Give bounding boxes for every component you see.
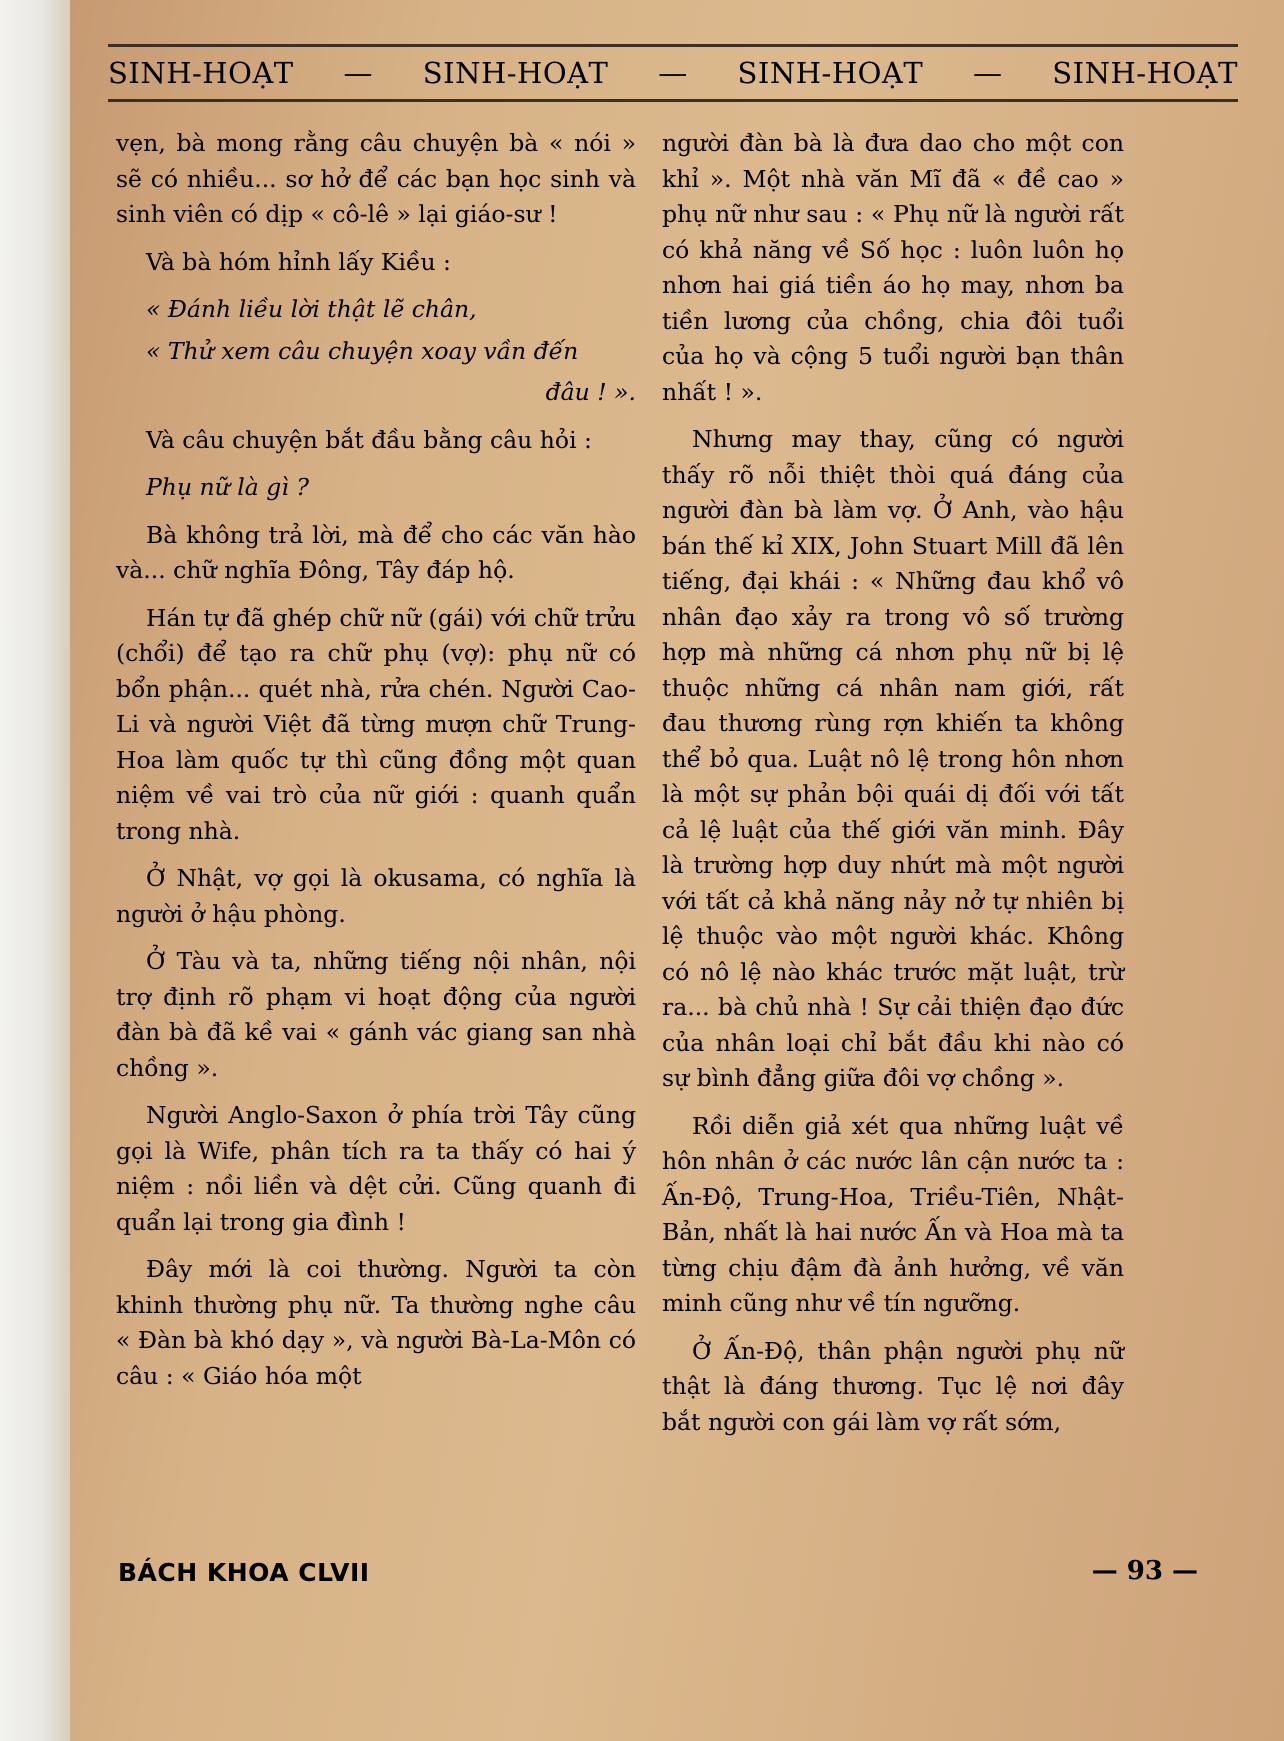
paragraph: Và bà hóm hỉnh lấy Kiều : bbox=[146, 247, 451, 276]
scan-margin bbox=[0, 0, 70, 1741]
paragraph: Hán tự đã ghép chữ nữ (gái) với chữ trửu (chổi) để tạo ra chữ phụ (vợ): phụ nữ có bổn phận... quét nhà, rửa chén. Người Cao-Li và người Việt đã từng mượn chữ Trung-Hoa làm quốc tự thì cũng đồng một quan niệm về vai trò của nữ giới : quanh quẩn trong nhà. bbox=[116, 603, 636, 845]
poem-line: « Đánh liều lời thật lẽ chân, bbox=[146, 295, 477, 323]
paragraph: Rồi diễn giả xét qua những luật về hôn nhân ở các nước lân cận nước ta : Ấn-Độ, Trung-Hoa, Triều-Tiên, Nhật-Bản, nhất là hai nước Ấn và Hoa mà ta từng chịu đậm đà ảnh hưởng, về văn minh cũng như về tín ngưỡng. bbox=[662, 1111, 1124, 1317]
page-number: — 93 — bbox=[1091, 1556, 1198, 1586]
poem-line: « Thử xem câu chuyện xoay vần đến bbox=[146, 336, 579, 365]
right-column bbox=[662, 126, 1124, 1452]
running-header bbox=[108, 44, 1238, 102]
paragraph: Bà không trả lời, mà để cho các văn hào và... chữ nghĩa Đông, Tây đáp hộ. bbox=[116, 520, 636, 584]
paragraph: Ở Ấn-Độ, thân phận người phụ nữ thật là đáng thương. Tục lệ nơi đây bắt người con gái làm vợ rất sớm, bbox=[662, 1336, 1124, 1436]
header-item: SINH-HOẠT bbox=[1052, 56, 1238, 90]
header-dash: — bbox=[972, 56, 1003, 90]
left-column bbox=[116, 126, 636, 1406]
paragraph: Và câu chuyện bắt đầu bằng câu hỏi : bbox=[146, 425, 592, 454]
paragraph: vẹn, bà mong rằng câu chuyện bà « nói » sẽ có nhiều... sơ hở để các bạn học sinh và sinh viên có dịp « cô-lê » lại giáo-sư ! bbox=[116, 129, 636, 228]
header-item: SINH-HOẠT bbox=[422, 56, 609, 90]
paragraph: Ở Tàu và ta, những tiếng nội nhân, nội trợ định rõ phạm vi hoạt động của người đàn bà đã kề vai « gánh vác giang san nhà chồng ». bbox=[116, 947, 636, 1082]
magazine-name: BÁCH KHOA CLVII bbox=[118, 1558, 370, 1587]
paragraph: Nhưng may thay, cũng có người thấy rõ nỗi thiệt thòi quá đáng của người đàn bà làm vợ. Ở Anh, vào hậu bán thế kỉ XIX, John Stuart Mill đã lên tiếng, đại khái : « Những đau khổ vô nhân đạo xảy ra trong vô số trường hợp mà những cá nhơn phụ nữ bị lệ thuộc những cá nhân nam giới, rất đau thương rùng rợn khiến ta không thể bỏ qua. Luật nô lệ trong hôn nhơn là một sự phản bội quái dị đối với tất cả lệ luật của thế giới văn minh. Đây là trường hợp duy nhứt mà một người với tất cả khả năng nảy nở tự nhiên bị lệ thuộc vào một người khác. Không có nô lệ nào khác trước mặt luật, trừ ra... bà chủ nhà ! Sự cải thiện đạo đức của nhân loại chỉ bắt đầu khi nào có sự bình đẳng giữa đôi vợ chồng ». bbox=[662, 425, 1124, 1092]
header-dash: — bbox=[658, 56, 688, 90]
paragraph: người đàn bà là đưa dao cho một con khỉ ». Một nhà văn Mĩ đã « đề cao » phụ nữ như sau : « Phụ nữ là người rất có khả năng về Số học : luôn luôn họ nhơn hai giá tiền áo họ may, nhơn ba tiền lương của chồng, chia đôi tuổi của họ và cộng 5 tuổi người bạn thân nhất ! ». bbox=[662, 129, 1124, 406]
paragraph: Người Anglo-Saxon ở phía trời Tây cũng gọi là Wife, phân tích ra ta thấy có hai ý niệm : nồi liền và dệt cửi. Cũng quanh đi quẩn lại trong gia đình ! bbox=[116, 1101, 636, 1236]
poem-line-end: đâu ! ». bbox=[545, 378, 636, 406]
paragraph: Ở Nhật, vợ gọi là okusama, có nghĩa là người ở hậu phòng. bbox=[116, 864, 636, 928]
header-item: SINH-HOẠT bbox=[737, 56, 924, 90]
header-dash: — bbox=[343, 56, 373, 90]
question: Phụ nữ là gì ? bbox=[146, 473, 309, 501]
paragraph: Đây mới là coi thường. Người ta còn khinh thường phụ nữ. Ta thường nghe câu « Đàn bà khó dạy », và người Bà-La-Môn có câu : « Giáo hóa một bbox=[116, 1255, 636, 1390]
header-item: SINH-HOẠT bbox=[108, 56, 294, 90]
